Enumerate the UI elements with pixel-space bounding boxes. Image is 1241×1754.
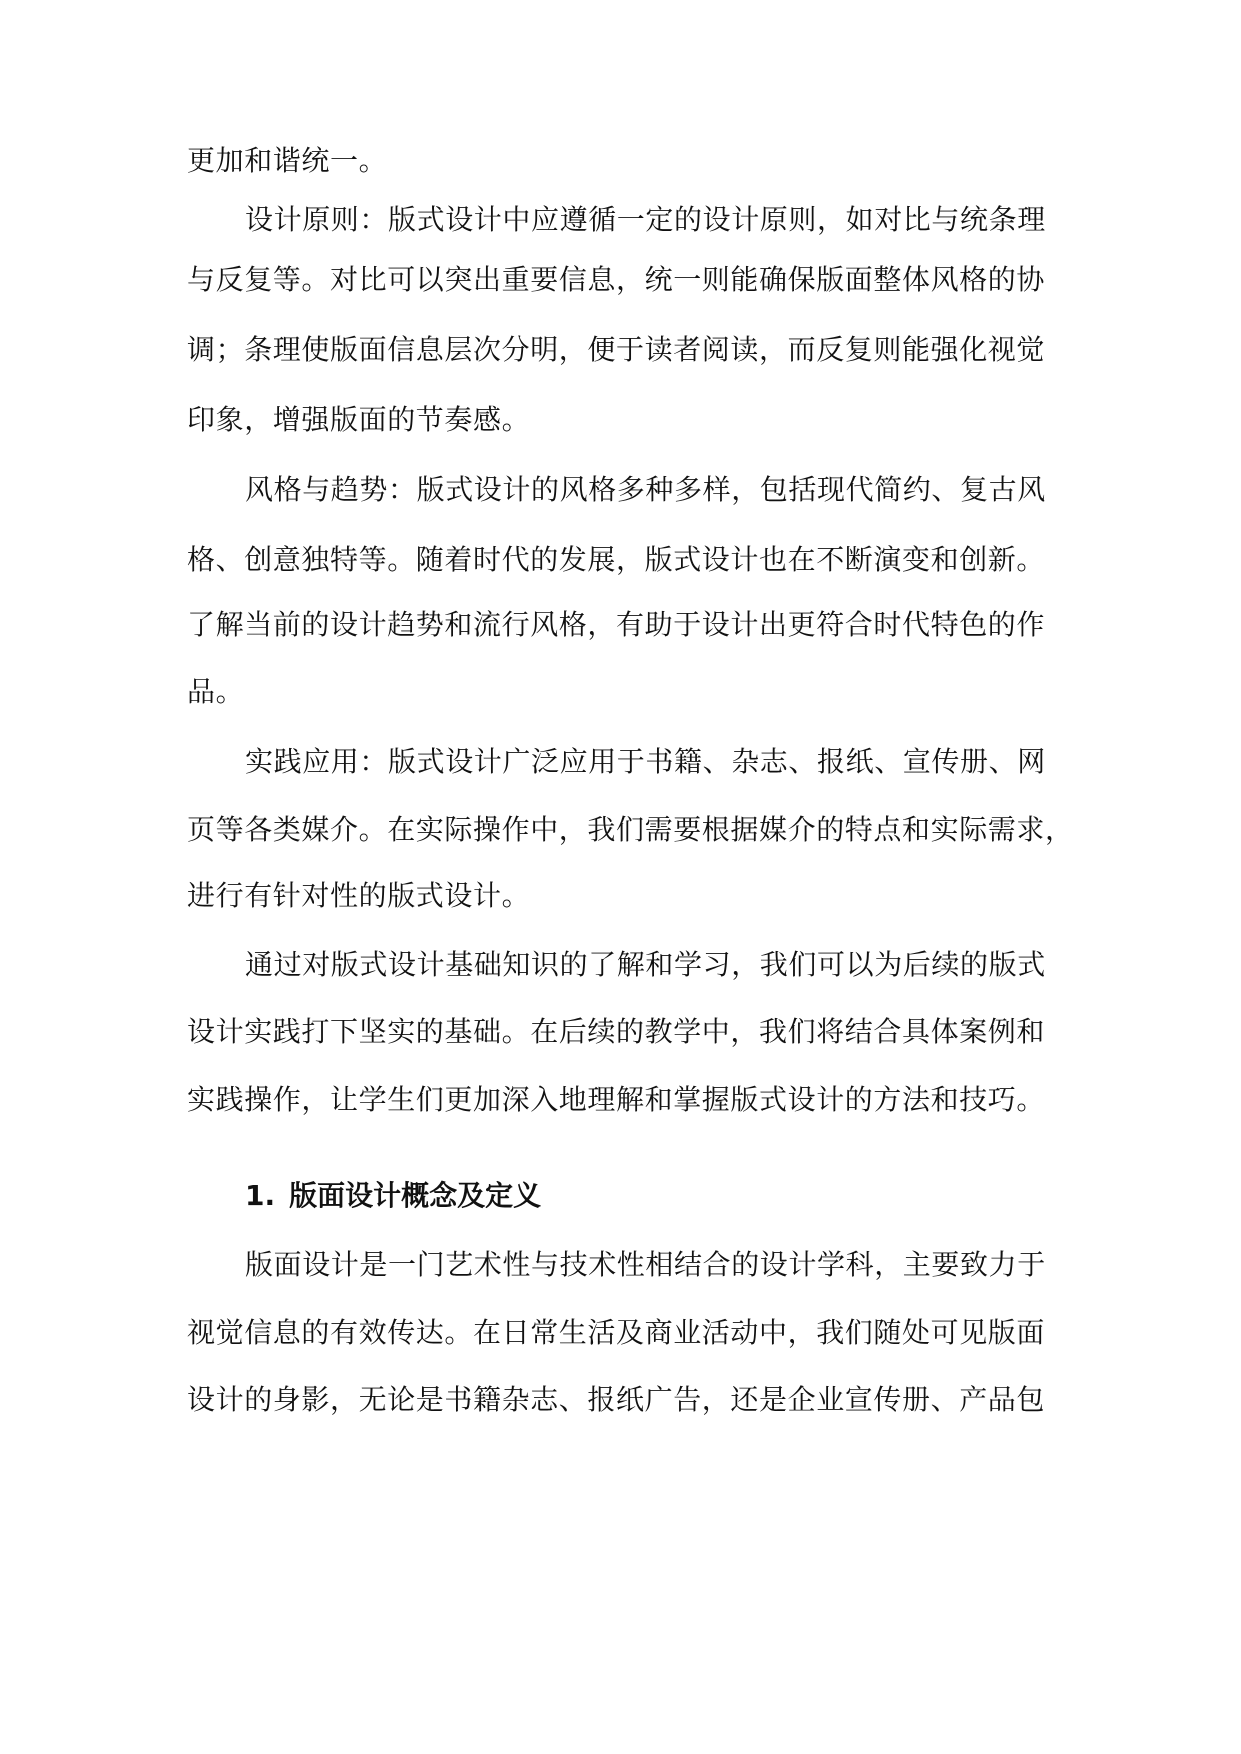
text-line: 进行有针对性的版式设计。: [187, 879, 531, 912]
text-line: 实践操作，让学生们更加深入地理解和掌握版式设计的方法和技巧。: [187, 1083, 1046, 1116]
section-number: 1.: [245, 1179, 276, 1212]
text-line: 格、创意独特等。随着时代的发展，版式设计也在不断演变和创新。: [187, 543, 1046, 576]
paragraph-first-line: 版面设计是一门艺术性与技术性相结合的设计学科，主要致力于: [245, 1248, 1046, 1281]
paragraph-first-line: 通过对版式设计基础知识的了解和学习，我们可以为后续的版式: [245, 948, 1046, 981]
text-line: 了解当前的设计趋势和流行风格，有助于设计出更符合时代特色的作: [187, 608, 1046, 641]
text-line: 与反复等。对比可以突出重要信息，统一则能确保版面整体风格的协: [187, 263, 1046, 296]
section-heading: [245, 1176, 541, 1216]
text-line: 调；条理使版面信息层次分明，便于读者阅读，而反复则能强化视觉: [187, 333, 1046, 366]
text-line: 设计的身影，无论是书籍杂志、报纸广告，还是企业宣传册、产品包: [187, 1383, 1046, 1416]
text-line: 页等各类媒介。在实际操作中，我们需要根据媒介的特点和实际需求，: [187, 813, 1074, 846]
text-line: 品。: [187, 675, 245, 708]
text-line: 设计实践打下坚实的基础。在后续的教学中，我们将结合具体案例和: [187, 1015, 1046, 1048]
text-line: 更加和谐统一。: [187, 144, 388, 177]
paragraph-first-line: 风格与趋势：版式设计的风格多种多样，包括现代简约、复古风: [245, 473, 1046, 506]
paragraph-first-line: 设计原则：版式设计中应遵循一定的设计原则，如对比与统条理: [245, 203, 1046, 236]
paragraph-first-line: 实践应用：版式设计广泛应用于书籍、杂志、报纸、宣传册、网: [245, 745, 1046, 778]
text-line: 视觉信息的有效传达。在日常生活及商业活动中，我们随处可见版面: [187, 1316, 1046, 1349]
text-line: 印象，增强版面的节奏感。: [187, 403, 531, 436]
section-title: 版面设计概念及定义: [289, 1179, 542, 1212]
